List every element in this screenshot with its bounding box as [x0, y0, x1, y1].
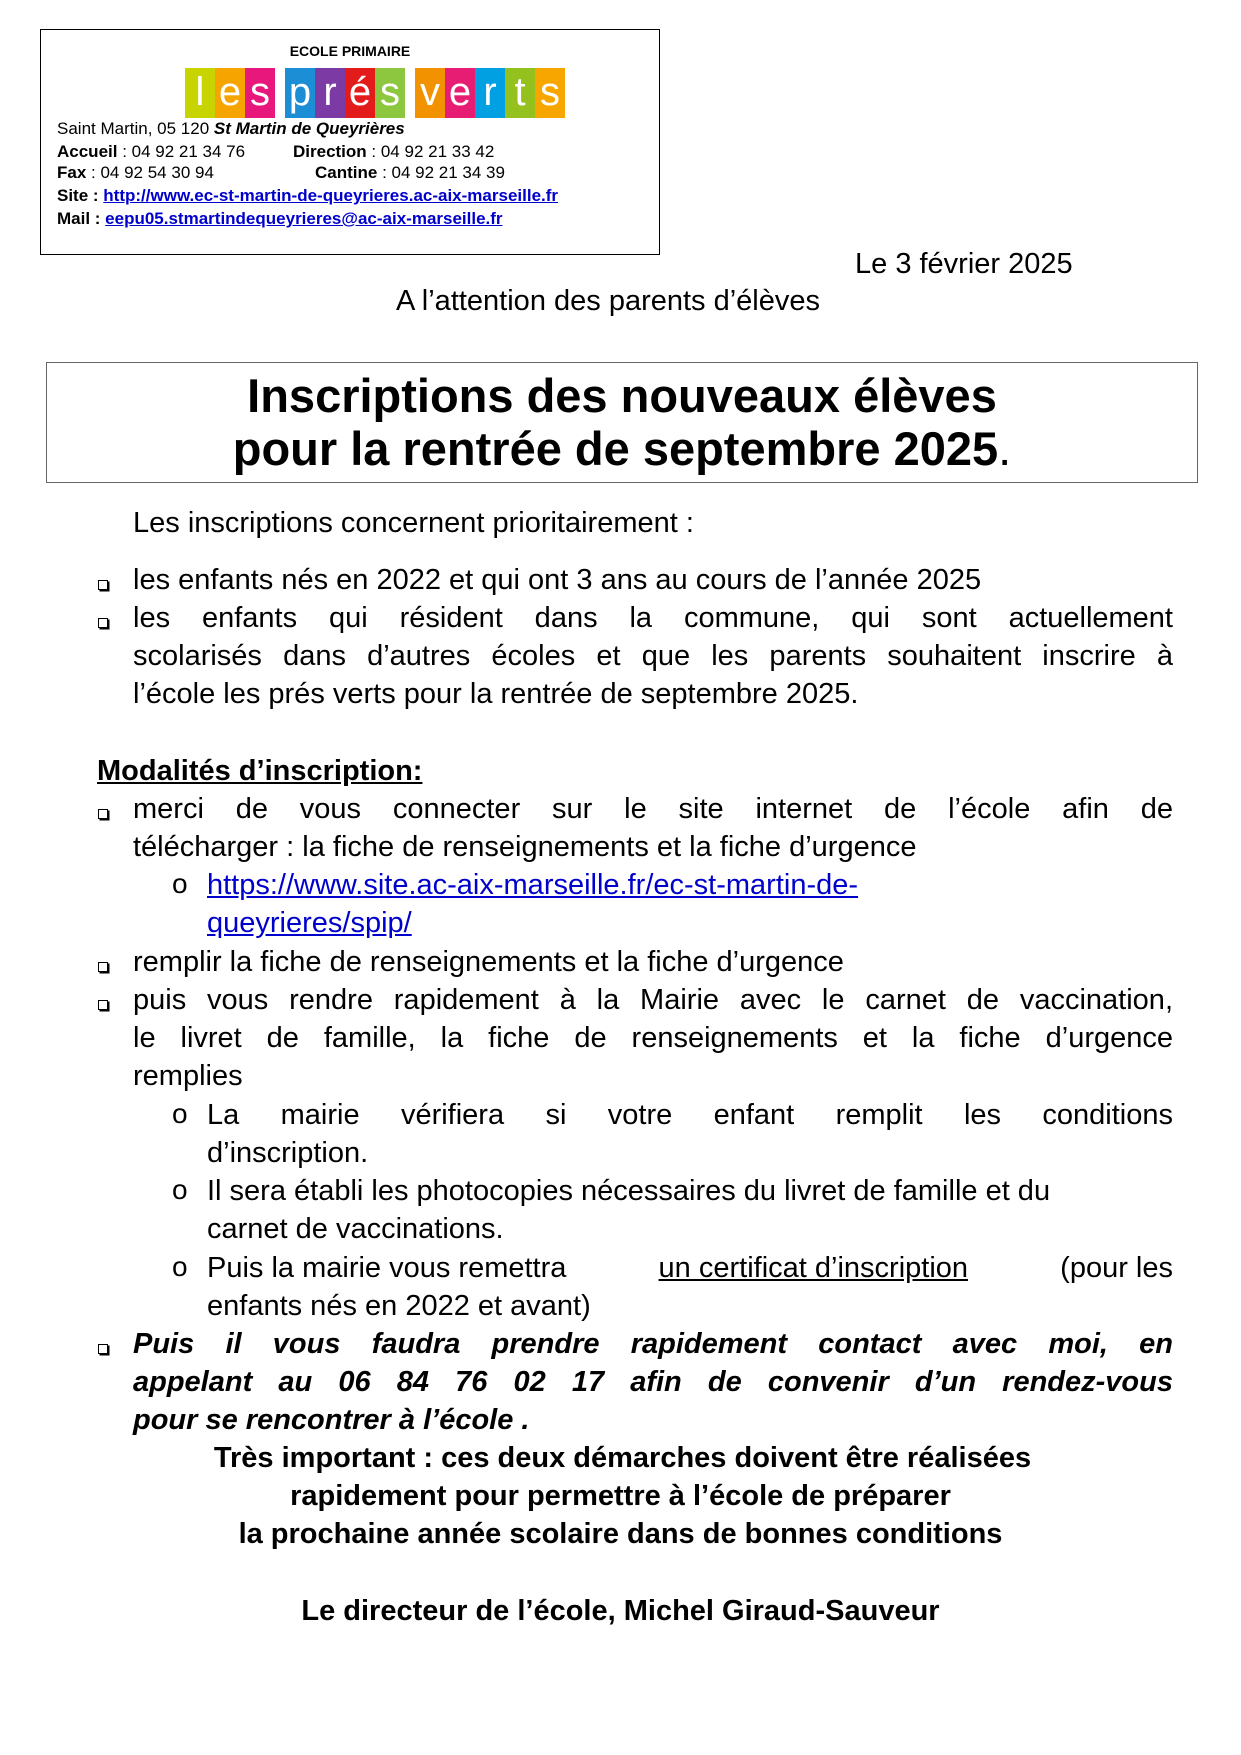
bullet-icon — [98, 1000, 108, 1010]
site-link[interactable]: http://www.ec-st-martin-de-queyrieres.ac-aix-marseille.fr — [103, 186, 559, 205]
sub-item-3-line-2: enfants nés en 2022 et avant) — [207, 1290, 591, 1322]
accueil-phone: : 04 92 21 34 76 — [117, 142, 246, 161]
school-site-link-line-1[interactable]: https://www.site.ac-aix-marseille.fr/ec-st-martin-de- — [207, 869, 859, 901]
logo-letter: s — [245, 68, 275, 118]
important-line-2: rapidement pour permettre à l’école de préparer — [290, 1480, 951, 1512]
important-line-3: la prochaine année scolaire dans de bonnes conditions — [238, 1518, 1003, 1550]
bullet-icon — [98, 580, 108, 590]
sub-item-2-line-1: Il sera établi les photocopies nécessaires du livret de famille et du — [207, 1175, 1051, 1207]
direction-line — [293, 141, 494, 162]
cantine-label: Cantine — [315, 163, 378, 182]
title-line-2 — [47, 422, 1197, 475]
bullet-icon — [98, 618, 108, 628]
fax-line — [57, 162, 214, 183]
important-line-1: Très important : ces deux démarches doivent être réalisées — [213, 1442, 1032, 1474]
school-site-link-line-2[interactable]: queyrieres/spip/ — [207, 907, 412, 939]
logo-letter: p — [285, 68, 315, 118]
direction-label: Direction — [293, 142, 367, 161]
step-3-line-1: puis vous rendre rapidement à la Mairie avec le carnet de vaccination, — [133, 984, 1173, 1016]
site-label: Site : — [57, 186, 104, 205]
step-1-line-1: merci de vous connecter sur le site internet de l’école afin de — [133, 793, 1173, 825]
logo-letter: é — [345, 68, 375, 118]
letter-date: Le 3 février 2025 — [855, 248, 1073, 280]
title-box — [46, 362, 1198, 483]
attention-line: A l’attention des parents d’élèves — [396, 285, 820, 317]
logo-gap — [405, 68, 415, 118]
step-4-line-2: appelant au 06 84 76 02 17 afin de convenir d’un rendez-vous — [133, 1366, 1173, 1398]
logo-letter: e — [445, 68, 475, 118]
circle-bullet-icon: o — [172, 1098, 188, 1129]
letterhead-box — [40, 29, 660, 255]
intro-text: Les inscriptions concernent prioritairement : — [133, 507, 694, 539]
logo-letter: e — [215, 68, 245, 118]
school-type: ECOLE PRIMAIRE — [289, 43, 411, 59]
title-line-1: Inscriptions des nouveaux élèves — [247, 369, 997, 422]
site-line — [57, 185, 558, 206]
certificat-inscription: un certificat d’inscription — [658, 1252, 969, 1284]
step-3-line-2: le livret de famille, la fiche de renseignements et la fiche d’urgence — [133, 1022, 1173, 1054]
bullet-icon — [98, 809, 108, 819]
logo-letter: l — [185, 68, 215, 118]
cantine-phone: : 04 92 21 34 39 — [377, 163, 505, 182]
circle-bullet-icon: o — [172, 1251, 188, 1282]
direction-phone: : 04 92 21 33 42 — [366, 142, 495, 161]
address-town: St Martin de Queyrières — [213, 119, 405, 138]
step-1-line-2: télécharger : la fiche de renseignements et la fiche d’urgence — [133, 831, 917, 863]
priority-item-2-line-1: les enfants qui résident dans la commune, qui sont actuellement — [133, 602, 1173, 634]
fax-phone: : 04 92 54 30 94 — [86, 163, 214, 182]
sub-item-1-line-2: d’inscription. — [207, 1137, 369, 1169]
school-logo — [185, 68, 565, 118]
step-3-line-3: remplies — [133, 1060, 243, 1092]
mail-link[interactable]: eepu05.stmartindequeyrieres@ac-aix-marseille.fr — [105, 209, 503, 228]
title-line-2-text: pour la rentrée de septembre 2025 — [232, 422, 999, 475]
priority-item-1: les enfants nés en 2022 et qui ont 3 ans au cours de l’année 2025 — [133, 564, 982, 596]
sub-item-3-text-a: Puis la mairie vous remettra — [207, 1252, 575, 1284]
bullet-icon — [98, 962, 108, 972]
logo-letter: r — [475, 68, 505, 118]
mail-line — [57, 208, 503, 229]
phone-line-1 — [57, 141, 245, 162]
circle-bullet-icon: o — [172, 1174, 188, 1205]
logo-letter: s — [375, 68, 405, 118]
step-2: remplir la fiche de renseignements et la fiche d’urgence — [133, 946, 844, 978]
bullet-icon — [98, 1344, 108, 1354]
logo-letter: v — [415, 68, 445, 118]
mail-label: Mail : — [57, 209, 106, 228]
accueil-label: Accueil — [57, 142, 118, 161]
step-4-line-3: pour se rencontrer à l’école . — [133, 1404, 530, 1436]
sub-item-1-line-1: La mairie vérifiera si votre enfant remplit les conditions — [207, 1099, 1173, 1131]
priority-item-2-line-3: l’école les prés verts pour la rentrée de septembre 2025. — [133, 678, 859, 710]
sub-item-2-line-2: carnet de vaccinations. — [207, 1213, 504, 1245]
school-address — [57, 118, 405, 139]
logo-letter: s — [535, 68, 565, 118]
logo-letter: r — [315, 68, 345, 118]
circle-bullet-icon: o — [172, 868, 188, 899]
signature: Le directeur de l’école, Michel Giraud-Sauveur — [301, 1595, 940, 1627]
fax-label: Fax — [57, 163, 87, 182]
step-4-line-1: Puis il vous faudra prendre rapidement contact avec moi, en — [133, 1328, 1173, 1360]
sub-item-3-text-c: (pour les — [1052, 1252, 1173, 1284]
priority-item-2-line-2: scolarisés dans d’autres écoles et que les parents souhaitent inscrire à — [133, 640, 1173, 672]
logo-letter: t — [505, 68, 535, 118]
sub-item-3-line-1 — [207, 1249, 1173, 1288]
modalites-heading: Modalités d’inscription: — [97, 755, 423, 787]
title-period: . — [998, 422, 1012, 475]
logo-gap — [275, 68, 285, 118]
address-prefix: Saint Martin, 05 120 — [57, 119, 214, 138]
cantine-line — [315, 162, 505, 183]
